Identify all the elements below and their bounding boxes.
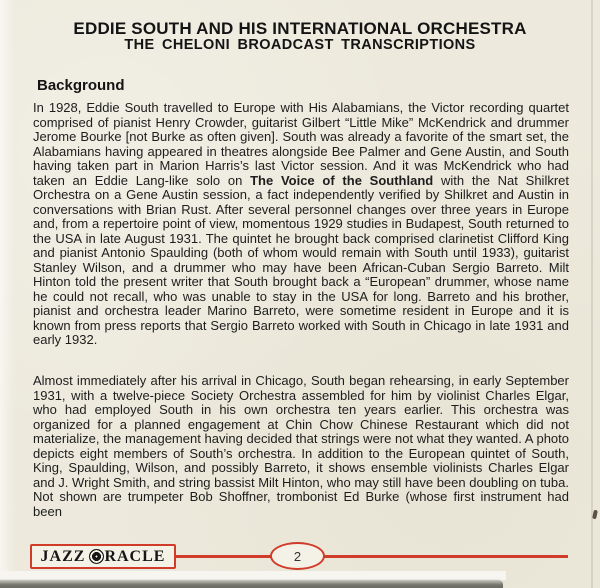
scan-right-crease <box>591 0 593 588</box>
record-o-icon <box>89 549 104 564</box>
jazz-oracle-logo <box>30 544 176 569</box>
logo-text-jazz: JAZZ <box>40 547 86 565</box>
body-paragraph-2: Almost immediately after his arrival in Chicago, South began rehearsing, in early September 1931, with a twelve-piece Society Orchestra assembled for him by violinist Charles Elgar, who had employed South in his own orchestra ten years earlier. This orchestra was organized for a planned engagement at Chin Chow Chinese Restaurant which did not materialize, the management having decided that strings were not what they wanted. A photo depicts eight members of South’s orchestra. In addition to the European quintet of South, King, Spaulding, Wilson, and possibly Barreto, it shows ensemble violinists Charles Elgar and J. Wright Smith, and string bassist Milt Hinton, who may still have been doubling on tuba. Not shown are trumpeter Bob Shoffner, trombonist Ed Burke (whose first instrument had been <box>33 373 569 519</box>
paragraph-1-text-continued: with the Nat Shilkret Orchestra on a Gene Austin session, a fact independently verified by Shilkret and Austin in conversations with Brian Rust. After several personnel changes over three years in Europe and, from a repertoire point of view, momentous 1929 studies in Budapest, South returned to the USA in late August 1931. The quintet he brought back comprised clarinetist Clifford King and pianist Antonio Spaulding (both of whom would remain with South until 1933), guitarist Stanley Wilson, and a drummer who may have been African-Cuban Sergio Barreto. Milt Hinton told the present writer that South brought back a “European” drummer, whose name he could not recall, who was unable to stay in the USA for long. Barreto and his brother, pianist and orchestra leader Marino Barreto, were sometime resident in Europe and it is known from press reports that Sergio Barreto worked with South in Chicago in late 1931 and early 1932. <box>33 172 569 347</box>
logo-text-racle: RACLE <box>104 547 166 565</box>
scan-bottom-edge-bar <box>0 579 503 588</box>
page-number: 2 <box>293 548 302 564</box>
scan-left-edge <box>0 0 15 588</box>
page-subtitle: THE CHELONI BROADCAST TRANSCRIPTIONS <box>124 37 476 53</box>
section-heading: Background <box>37 77 125 94</box>
body-paragraph-1 <box>33 101 569 348</box>
scan-speck <box>592 510 598 520</box>
page-title: EDDIE SOUTH AND HIS INTERNATIONAL ORCHESTRA <box>73 19 527 38</box>
footer-red-rule <box>170 555 568 558</box>
page-number-oval <box>270 542 325 570</box>
paragraph-1-text: In 1928, Eddie South travelled to Europe with His Alabamians, the Victor recording quartet comprised of pianist Henry Crowder, guitarist Gilbert “Little Mike” McKendrick and drummer Jerome Bourke [not Burke as often given]. South was already a favorite of the smart set, the Alabamians having appeared in theatres alongside Bee Palmer and Gene Austin, and South having taken part in Marion Harris’s last Victor session. And it was McKendrick who had taken an Eddie Lang-like solo on <box>33 100 569 188</box>
bold-song-title: The Voice of the Southland <box>250 172 434 188</box>
